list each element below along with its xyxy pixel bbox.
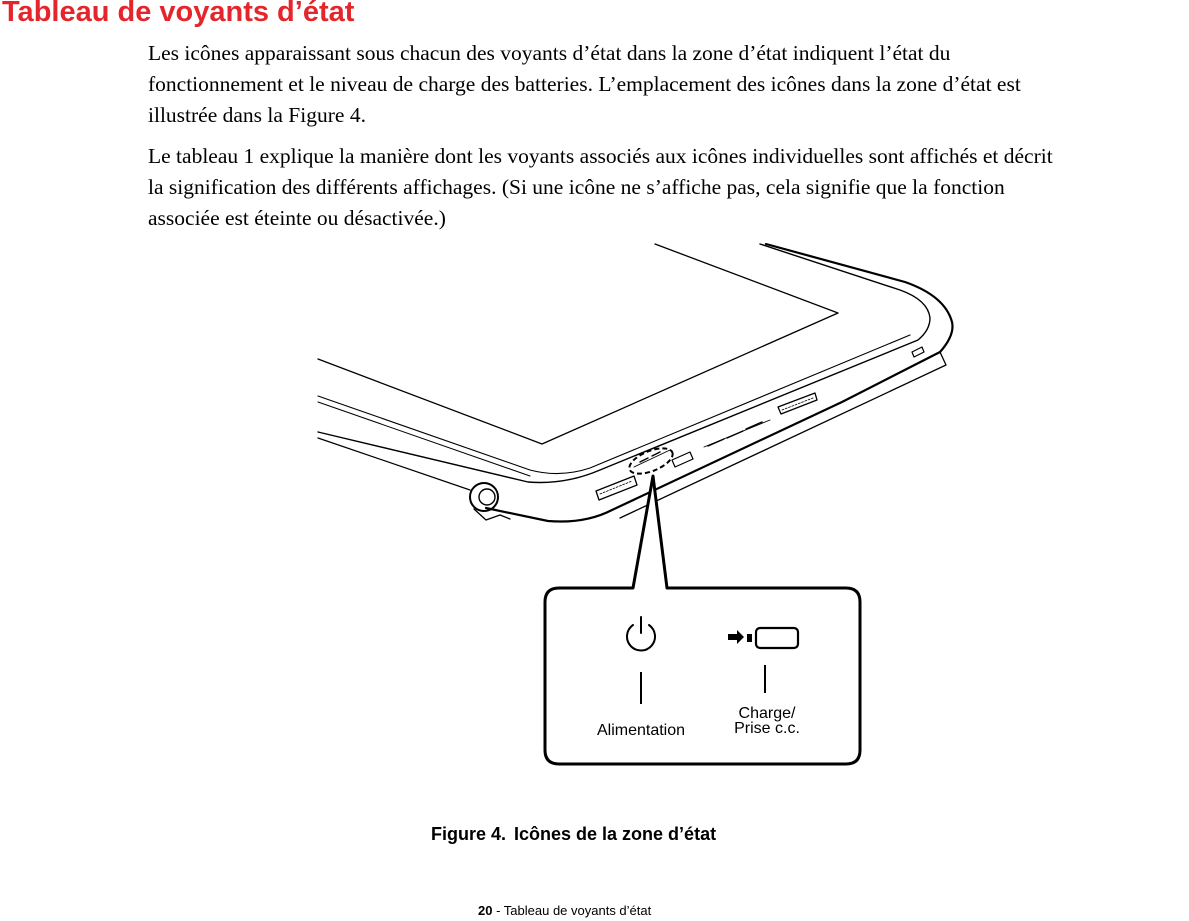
page-number: 20	[478, 903, 493, 918]
footer-text: - Tableau de voyants d’état	[496, 903, 652, 918]
callout-box	[545, 476, 860, 764]
paragraph-line: la signification des différents affichages. (Si une icône ne s’affiche pas, cela signifie que la fonction	[148, 175, 1005, 199]
charge-label-line2: Prise c.c.	[734, 720, 800, 737]
charge-label-line1: Charge/	[738, 705, 796, 722]
paragraph-line: illustrée dans la Figure 4.	[148, 103, 366, 127]
paragraph-line: fonctionnement et le niveau de charge des batteries. L’emplacement des icônes dans la zone d’état est	[148, 72, 1021, 96]
figure-caption-text: Icônes de la zone d’état	[514, 824, 717, 844]
tablet-illustration	[318, 244, 953, 522]
figure-number: Figure 4.	[431, 824, 507, 844]
page-footer	[478, 903, 651, 918]
section-heading: Tableau de voyants d’état	[2, 0, 355, 28]
paragraph-line: associée est éteinte ou désactivée.)	[148, 206, 446, 230]
power-label: Alimentation	[596, 722, 686, 739]
paragraph-line: Les icônes apparaissant sous chacun des voyants d’état dans la zone d’état indiquent l’état du	[148, 41, 951, 65]
figure-caption	[431, 824, 716, 845]
paragraph-line: Le tableau 1 explique la manière dont les voyants associés aux icônes individuelles sont affichés et décrit	[148, 144, 1053, 168]
